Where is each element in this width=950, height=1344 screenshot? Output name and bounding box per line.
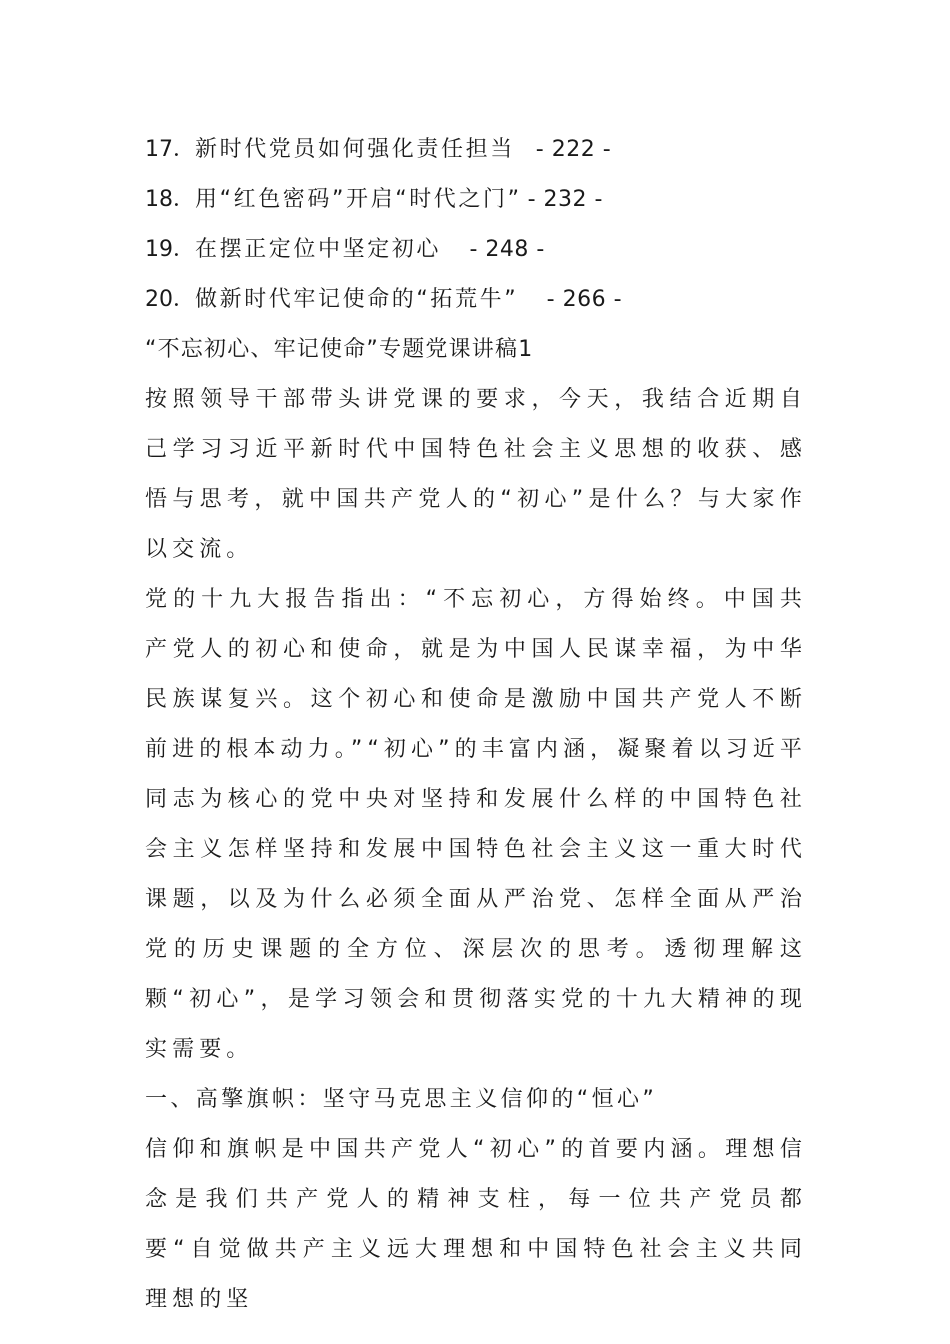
toc-number: 20． (145, 287, 195, 312)
toc-page-number: - 266 - (524, 287, 623, 312)
toc-page-number: - 248 - (447, 237, 545, 262)
toc-entry-20[interactable] (145, 275, 807, 325)
toc-entry-19[interactable] (145, 225, 807, 275)
document-heading: “不忘初心、牢记使命”专题党课讲稿1 (145, 337, 534, 362)
toc-page-number: - 222 - (520, 137, 612, 162)
section-heading: 一、高擎旗帜：坚守马克思主义信仰的“恒心” (145, 1087, 658, 1112)
body-paragraph: 按照领导干部带头讲党课的要求，今天，我结合近期自己学习习近平新时代中国特色社会主义思想的收获、感悟与思考，就中国共产党人的“初心”是什么？与大家作以交流。 (145, 387, 807, 562)
toc-number: 18． (145, 187, 195, 212)
toc-number: 17． (145, 137, 195, 162)
toc-title: 用“红色密码”开启“时代之门” (195, 187, 522, 212)
section-paragraph: 信仰和旗帜是中国共产党人“初心”的首要内涵。理想信念是我们共产党人的精神支柱，每一位共产党员都要“自觉做共产主义远大理想和中国特色社会主义共同理想的坚 (145, 1137, 807, 1312)
body-paragraph: 党的十九大报告指出：“不忘初心，方得始终。中国共产党人的初心和使命，就是为中国人民谋幸福，为中华民族谋复兴。这个初心和使命是激励中国共产党人不断前进的根本动力。”“初心”的丰富内涵，凝聚着以习近平同志为核心的党中央对坚持和发展什么样的中国特色社会主义怎样坚持和发展中国特色社会主义这一重大时代课题，以及为什么必须全面从严治党、怎样全面从严治党的历史课题的全方位、深层次的思考。透彻理解这颗“初心”，是学习领会和贯彻落实党的十九大精神的现实需要。 (145, 587, 807, 1062)
toc-number: 19． (145, 237, 195, 262)
toc-title: 做新时代牢记使命的“拓荒牛” (195, 287, 519, 312)
document-body (145, 125, 807, 1325)
toc-title: 新时代党员如何强化责任担当 (195, 137, 515, 162)
toc-page-number: - 232 - (527, 187, 603, 212)
toc-entry-18[interactable] (145, 175, 807, 225)
toc-entry-17[interactable] (145, 125, 807, 175)
toc-title: 在摆正定位中坚定初心 (195, 237, 442, 262)
